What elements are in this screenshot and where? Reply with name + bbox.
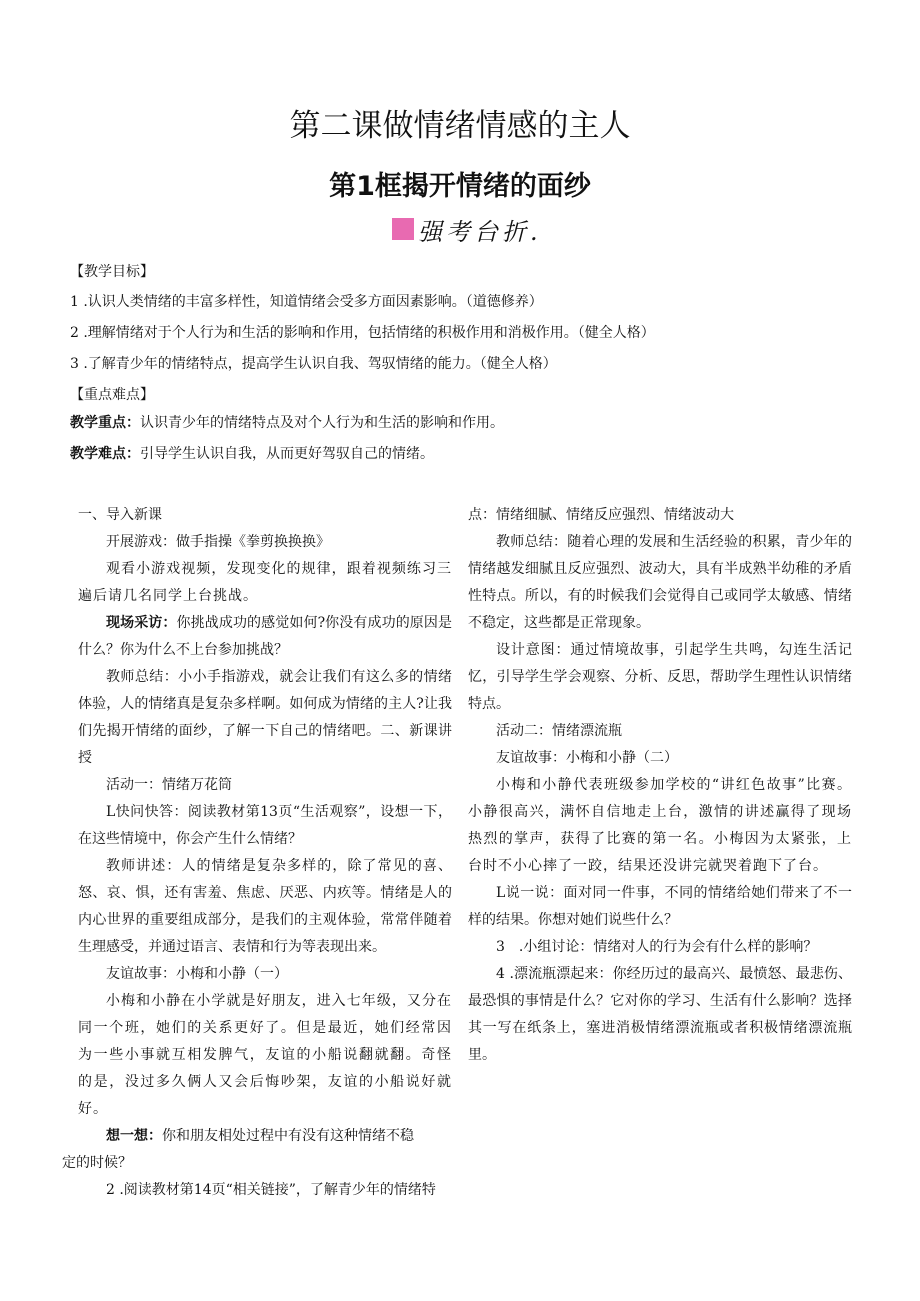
goal-item: 2 .理解情绪对于个人行为和生活的影响和作用，包括情绪的积极作用和消极作用。（健全人格） [70,325,655,341]
paragraph: 教师总结：随着心理的发展和生活经验的积累，青少年的情绪越发细腻且反应强烈、波动大，具有半成熟半幼稚的矛盾性特点。所以，有的时候我们会觉得自己或同学太敏感、情绪不稳定，这些都是正常现象。 [468,534,852,631]
paragraph: 小梅和小静在小学就是好朋友，进入七年级，又分在同一个班，她们的关系更好了。但是最近，她们经常因为一些小事就互相发脾气，友谊的小船说翻就翻。奇怪的是，没过多久俩人又会后悔吵架，友谊的小船说好就好。 [78,993,452,1117]
focus-label: 教学重点： [70,415,140,431]
paragraph: 友谊故事：小梅和小静（二） [496,750,678,766]
goals-header: 【教学目标】 [70,264,154,280]
section-title: 第1框揭开情绪的面纱 [329,171,591,202]
paragraph: 友谊故事：小梅和小静（一） [106,966,288,982]
paragraph: 定的时候？ [62,1155,132,1171]
paragraph: 4 .漂流瓶漂起来：你经历过的最高兴、最愤怒、最悲伤、最恐惧的事情是什么？它对你的学习、生活有什么影响？选择其一写在纸条上，塞进消极情绪漂流瓶或者积极情绪漂流瓶里。 [468,966,852,1063]
interview-text: 你挑战成功的感觉如何?你没有成功的原因是什么？你为什么不上台参加挑战？ [78,615,453,658]
paragraph: 观看小游戏视频，发现变化的规律，跟着视频练习三遍后请几名同学上台挑战。 [78,561,452,604]
paragraph: 开展游戏：做手指操《拳剪换换换》 [106,534,330,550]
paragraph: 点：情绪细腻、情绪反应强烈、情绪波动大 [468,507,734,523]
difficulty-label: 教学难点： [70,446,140,462]
exam-badge [392,214,542,244]
paragraph: 一、导入新课 [78,507,162,523]
focus-text: 认识青少年的情绪特点及对个人行为和生活的影响和作用。 [140,415,504,431]
difficulty-text: 引导学生认识自我，从而更好驾驭自己的情绪。 [140,446,434,462]
paragraph: 2 .阅读教材第14页“相关链接”，了解青少年的情绪特 [106,1182,436,1198]
think-text: 你和朋友相处过程中有没有这种情绪不稳 [162,1128,414,1144]
paragraph: 设计意图：通过情境故事，引起学生共鸣，勾连生活记忆，引导学生学会观察、分析、反思，帮助学生理性认识情绪特点。 [468,642,852,712]
paragraph [78,610,452,664]
pink-square-icon [392,218,414,240]
left-column [62,502,453,1204]
paragraph: 活动一：情绪万花筒 [106,777,232,793]
paragraph: L快问快答：阅读教材第13页“生活观察”，设想一下，在这些情境中，你会产生什么情绪？ [78,804,452,847]
interview-label: 现场采访： [106,615,177,631]
teaching-focus [70,413,860,433]
lesson-title: 第二课做情绪情感的主人 [289,108,631,144]
badge-text: 强考台折. [418,217,542,246]
goal-item: 3 .了解青少年的情绪特点，提高学生认识自我、驾驭情绪的能力。（健全人格） [70,356,557,372]
paragraph: 活动二：情绪漂流瓶 [496,723,622,739]
goal-item: 1 .认识人类情绪的丰富多样性，知道情绪会受多方面因素影响。（道德修养） [70,294,543,310]
right-column [468,502,852,1069]
paragraph: L说一说：面对同一件事，不同的情绪给她们带来了不一样的结果。你想对她们说些什么？ [468,885,852,928]
paragraph: 小梅和小静代表班级参加学校的“讲红色故事”比赛。小静很高兴，满怀自信地走上台，激情的讲述赢得了现场热烈的掌声，获得了比赛的第一名。小梅因为太紧张，上台时不小心摔了一跤，结果还没讲完就哭着跑下了台。 [468,777,852,874]
paragraph [78,1123,452,1150]
paragraph: 教师总结：小小手指游戏，就会让我们有这么多的情绪体验，人的情绪真是复杂多样啊。如何成为情绪的主人?让我们先揭开情绪的面纱，了解一下自己的情绪吧。二、新课讲授 [78,669,452,766]
paragraph: 教师讲述：人的情绪是复杂多样的，除了常见的喜、怒、哀、惧，还有害羞、焦虑、厌恶、内疚等。情绪是人的内心世界的重要组成部分，是我们的主观体验，常常伴随着生理感受，并通过语言、表情和行为等表现出来。 [78,858,452,955]
paragraph: 3 .小组讨论：情绪对人的行为会有什么样的影响？ [496,939,818,955]
teaching-difficulty [70,444,860,464]
think-label: 想一想： [106,1128,162,1144]
keypoints-header: 【重点难点】 [70,387,154,403]
